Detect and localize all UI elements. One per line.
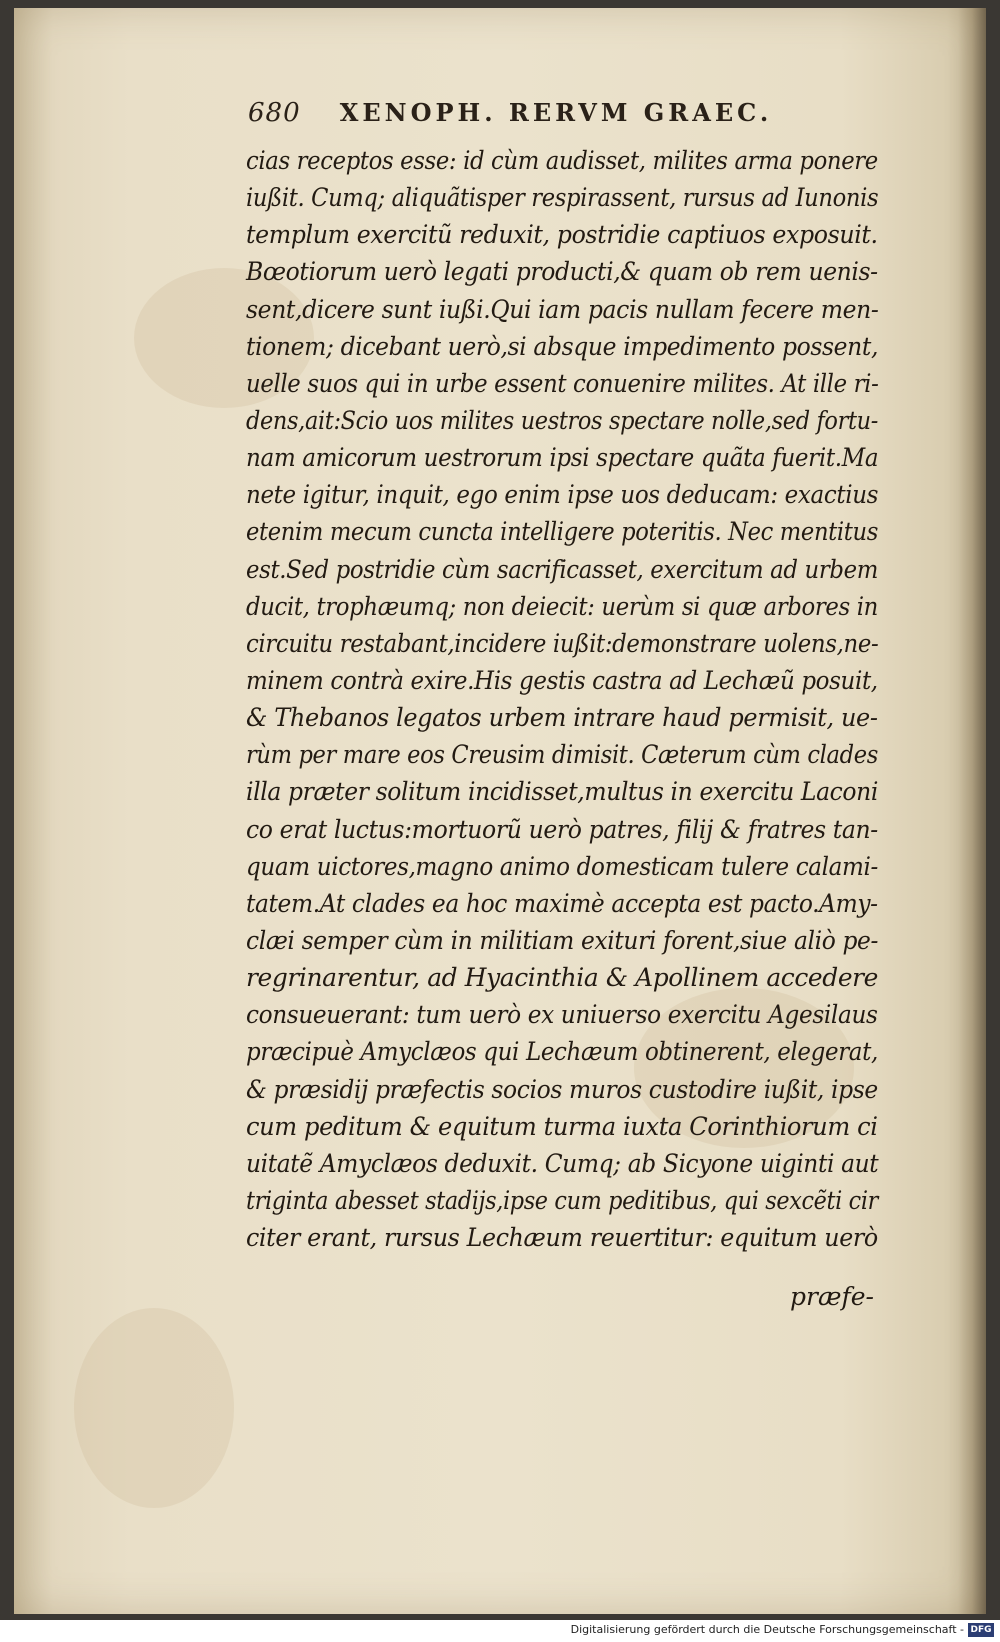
text-line: iußit. Cumq; aliquãtisper respirassent, rursus ad Iunonis [246, 183, 879, 213]
digitization-footer [0, 1620, 1000, 1642]
text-line: circuitu restabant,incidere iußit:demonstrare uolens,ne- [246, 628, 879, 658]
text-line: quam uictores,magno animo domesticam tulere calami- [246, 851, 878, 881]
text-line: co erat luctus:mortuorũ uerò patres, filij & fratres tan- [246, 814, 878, 844]
text-line: Bœotiorum uerò legati producti,& quam ob rem uenis- [246, 257, 878, 287]
paper-stain [74, 1308, 234, 1508]
body-text-block [246, 142, 878, 1256]
running-header [248, 98, 828, 138]
text-line: rùm per mare eos Creusim dimisit. Cæterum cùm clades [246, 740, 878, 770]
text-line: dens,ait:Scio uos milites uestros spectare nolle,sed fortu- [246, 405, 878, 435]
text-line: & præsidij præfectis socios muros custodire iußit, ipse [246, 1074, 878, 1104]
text-line: triginta abesset stadijs,ipse cum peditibus, qui sexcẽti cir [246, 1185, 878, 1215]
text-line: sent,dicere sunt iußi.Qui iam pacis nullam fecere men- [246, 294, 879, 324]
text-line: est.Sed postridie cùm sacrificasset, exercitum ad urbem [246, 554, 878, 584]
page-number: 680 [248, 98, 301, 128]
funding-credit: Digitalisierung gefördert durch die Deutsche Forschungsgemeinschaft - [570, 1623, 964, 1636]
text-line: tatem.At clades ea hoc maximè accepta est pacto.Amy- [246, 888, 878, 918]
text-line: minem contrà exire.His gestis castra ad Lechæũ posuit, [246, 665, 878, 695]
text-line: illa præter solitum incidisset,multus in exercitu Laconi [246, 777, 879, 807]
text-line: cias receptos esse: id cùm audisset, milites arma ponere [246, 146, 878, 175]
text-line: clæi semper cùm in militiam exituri forent,siue aliò pe- [246, 925, 879, 955]
dfg-logo-icon: DFG [968, 1623, 994, 1637]
text-line: consueuerant: tum uerò ex uniuerso exercitu Agesilaus [246, 1000, 878, 1030]
text-line: templum exercitũ reduxit, postridie captiuos exposuit. [246, 220, 878, 250]
text-line: uitatẽ Amyclæos deduxit. Cumq; ab Sicyone uiginti aut [246, 1148, 879, 1178]
text-line: citer erant, rursus Lechæum reuertitur: equitum uerò [246, 1223, 878, 1253]
text-line: nam amicorum uestrorum ipsi spectare quãta fuerit.Ma [246, 443, 879, 473]
text-line: tionem; dicebant uerò,si absque impedimento possent, [246, 331, 879, 361]
text-line: nete igitur, inquit, ego enim ipse uos deducam: exactius [246, 480, 879, 510]
running-title: XENOPH. RERVM GRAEC. [339, 98, 773, 127]
text-line: præcipuè Amyclæos qui Lechæum obtinerent, elegerat, [246, 1037, 878, 1067]
text-line: & Thebanos legatos urbem intrare haud permisit, ue- [246, 703, 878, 733]
catchword: præfe- [790, 1282, 874, 1311]
text-line: uelle suos qui in urbe essent conuenire milites. At ille ri- [246, 368, 879, 398]
page-edge-shadow [958, 8, 986, 1614]
text-line: regrinarentur, ad Hyacinthia & Apollinem accedere [246, 963, 879, 993]
text-line: etenim mecum cuncta intelligere poteritis. Nec mentitus [246, 517, 878, 547]
text-line: ducit, trophæumq; non deiecit: uerùm si quæ arbores in [246, 591, 878, 621]
text-line: cum peditum & equitum turma iuxta Corinthiorum ci [246, 1111, 878, 1141]
